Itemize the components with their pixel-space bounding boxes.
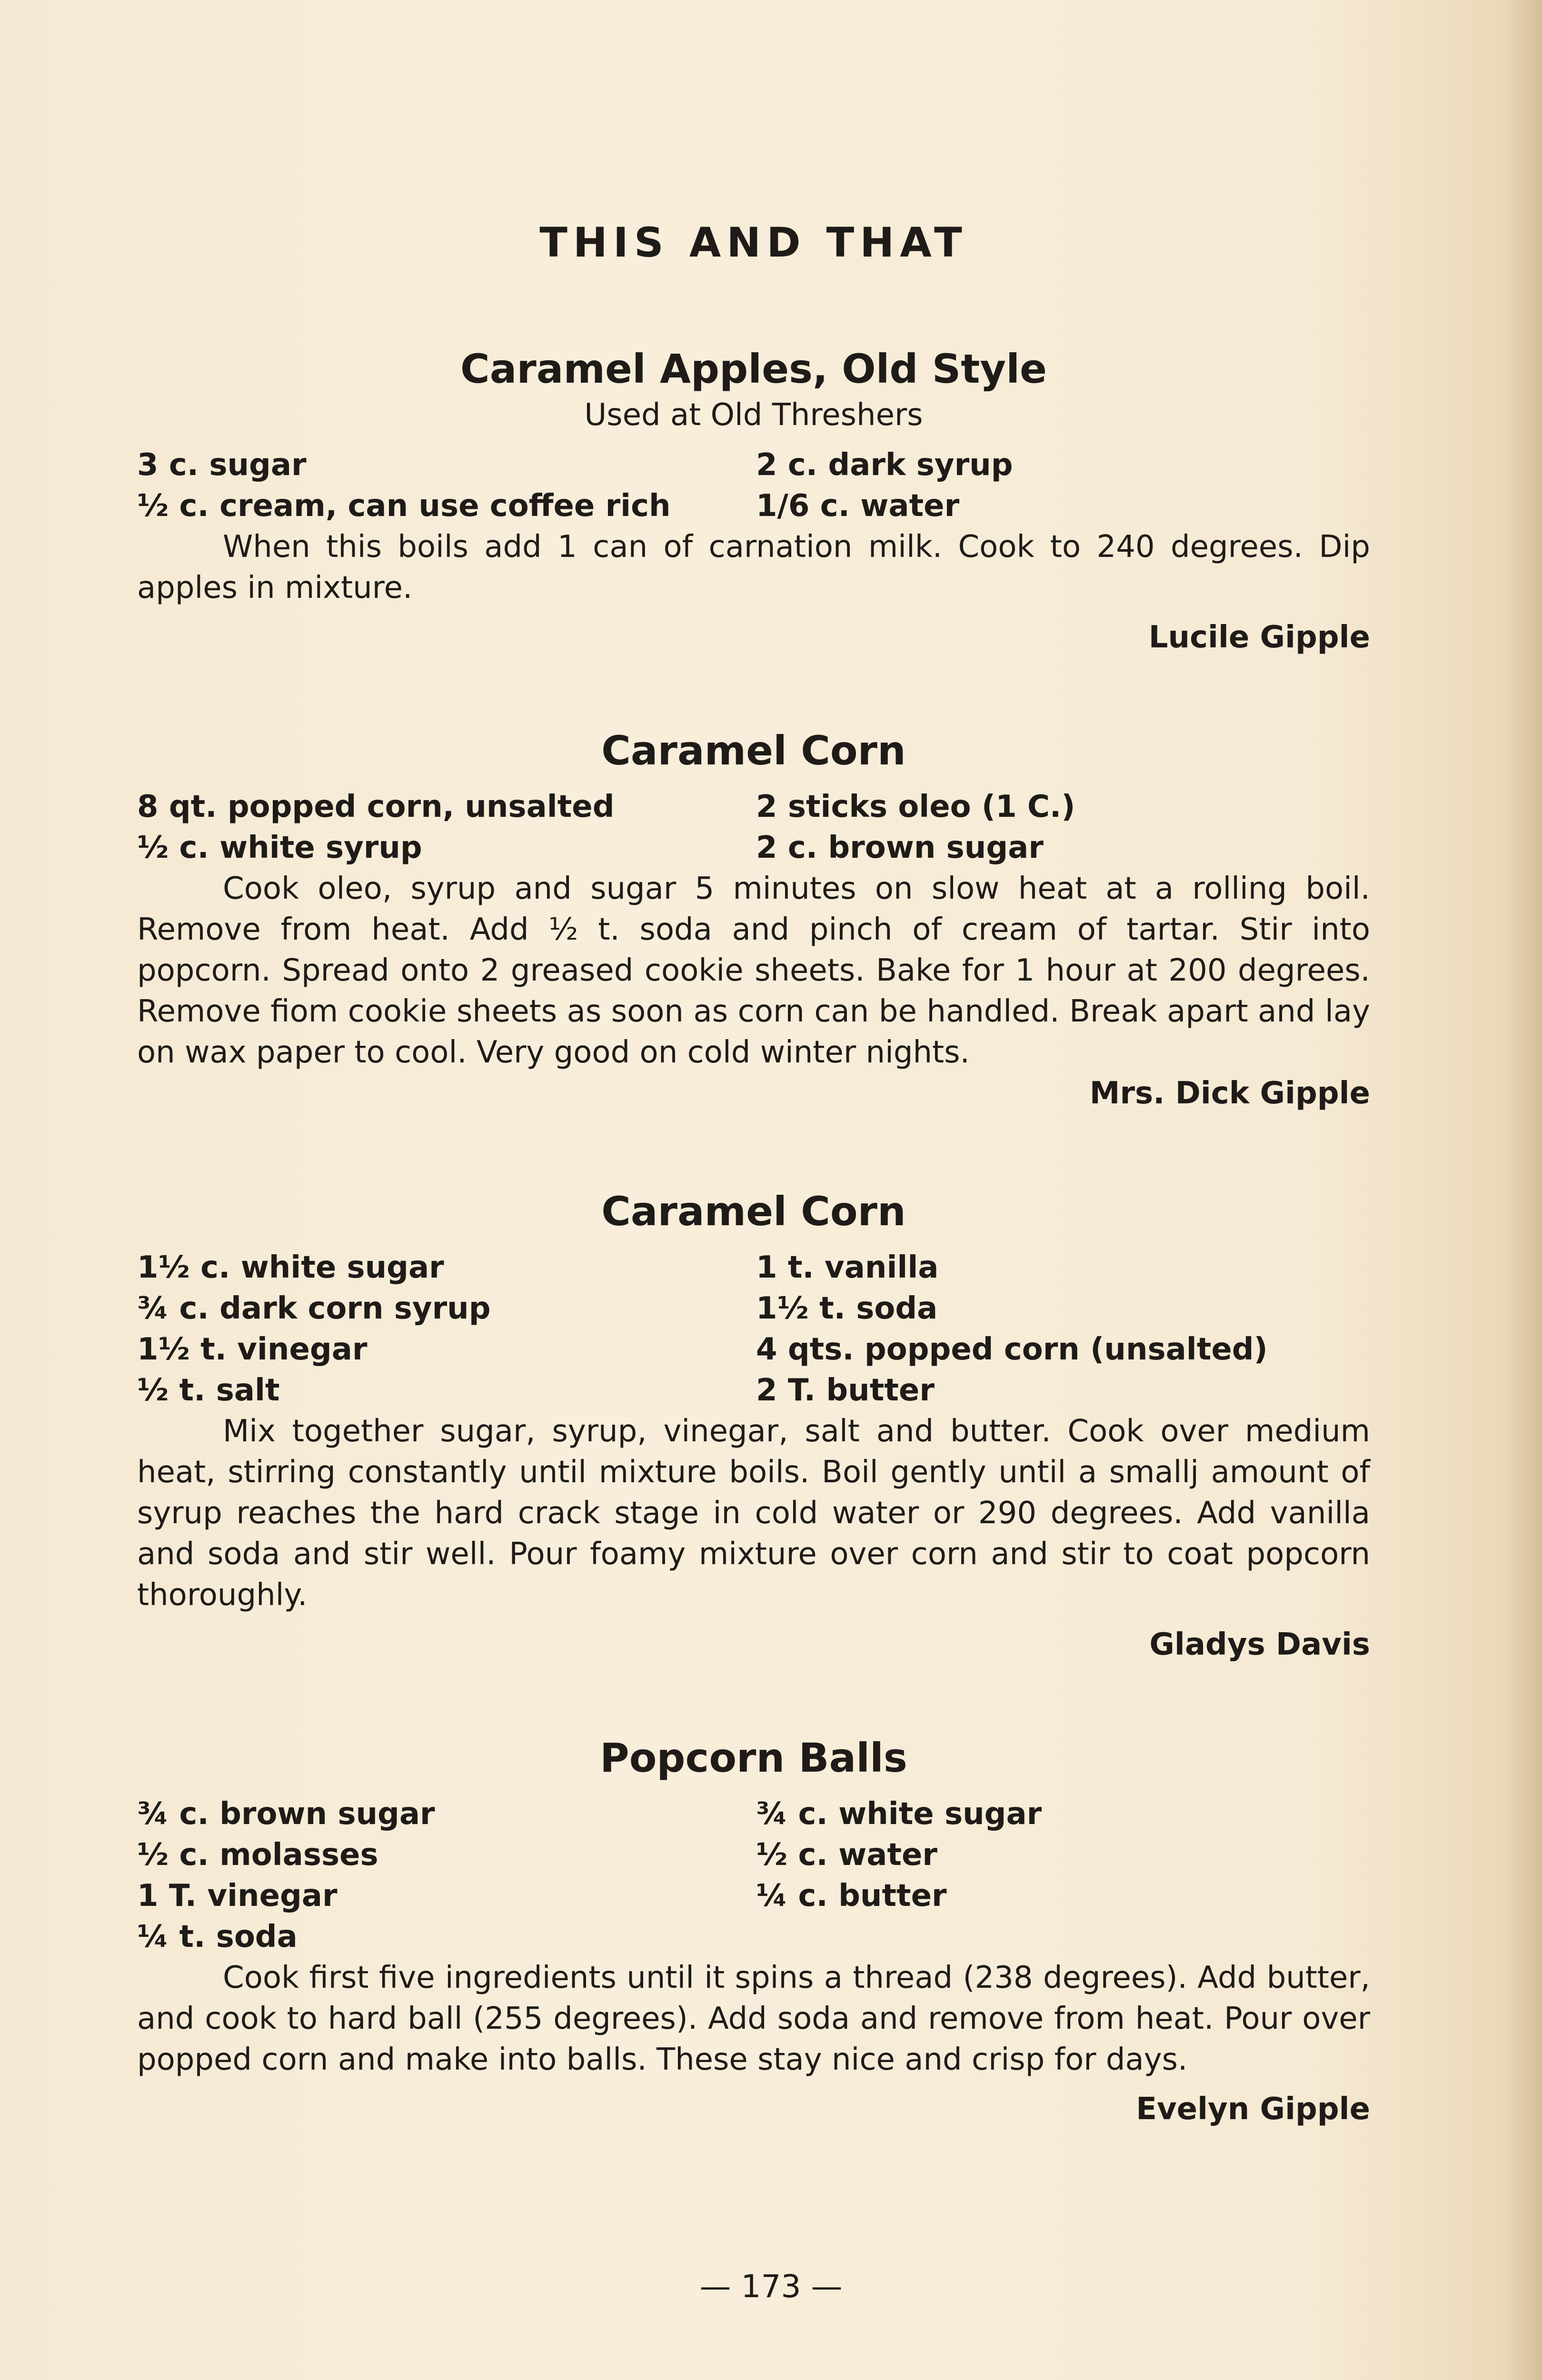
ingredient: 1/6 c. water <box>756 488 960 524</box>
ingredient: 1½ t. soda <box>756 1291 938 1326</box>
ingredient: 2 sticks oleo (1 C.) <box>756 789 1075 824</box>
recipe-title: Caramel Apples, Old Style <box>460 346 1047 392</box>
ingredient: 8 qt. popped corn, unsalted <box>137 789 615 824</box>
recipe-directions: When this boils add 1 can of carnation milk. Cook to 240 degrees. Dip apples in mixture. <box>137 529 1370 605</box>
page-number: — 173 — <box>699 2268 843 2305</box>
page-edge-shadow <box>1504 0 1542 2380</box>
recipe-caramel-corn-1 <box>137 724 1370 1114</box>
ingredient: 4 qts. popped corn (unsalted) <box>756 1332 1268 1367</box>
recipe-title: Caramel Corn <box>601 1188 906 1235</box>
ingredient: 2 T. butter <box>756 1373 935 1408</box>
ingredient: 1 T. vinegar <box>137 1878 338 1914</box>
ingredient: 2 c. brown sugar <box>756 830 1044 865</box>
recipe-author: Mrs. Dick Gipple <box>1089 1076 1370 1111</box>
ingredient: ½ c. white syrup <box>137 830 422 865</box>
recipe-caramel-apples <box>137 343 1370 658</box>
ingredient: ¼ c. butter <box>756 1878 947 1914</box>
ingredient: ¾ c. dark corn syrup <box>137 1291 491 1326</box>
ingredient: 3 c. sugar <box>137 447 307 483</box>
recipe-author: Lucile Gipple <box>1148 620 1370 655</box>
recipe-author: Evelyn Gipple <box>1136 2092 1370 2127</box>
recipe-popcorn-balls <box>137 1732 1370 2130</box>
ingredient: ¾ c. white sugar <box>756 1796 1042 1832</box>
ingredient: ½ c. molasses <box>137 1837 378 1873</box>
recipe-directions: Mix together sugar, syrup, vinegar, salt and butter. Cook over medium heat, stirring constantly until mixture boils. Boil gently until a smallj amount of syrup reaches the hard crack stage in cold water or 290 degrees. Add vanilla and soda and stir well. Pour foamy mixture over corn and stir to coat popcorn thoroughly. <box>137 1414 1370 1613</box>
ingredient-list <box>137 1794 1370 1957</box>
ingredient: 1 t. vanilla <box>756 1250 939 1285</box>
ingredient-list <box>137 786 1370 868</box>
recipe-directions: Cook oleo, syrup and sugar 5 minutes on slow heat at a rolling boil. Remove from heat. Add ½ t. soda and pinch of cream of tartar. Stir into popcorn. Spread onto 2 greased cookie sheets. Bake for 1 hour at 200 degrees. Remove fiom cookie sheets as soon as corn can be handled. Break apart and lay on wax paper to cool. Very good on cold winter nights. <box>137 871 1370 1070</box>
section-title: THIS AND THAT <box>539 219 968 267</box>
ingredient: 1½ c. white sugar <box>137 1250 444 1285</box>
ingredient-list <box>137 445 1370 526</box>
ingredient: 2 c. dark syrup <box>756 447 1013 483</box>
ingredient: ½ t. salt <box>137 1373 280 1408</box>
recipe-title: Popcorn Balls <box>600 1735 907 1781</box>
ingredient: 1½ t. vinegar <box>137 1332 368 1367</box>
ingredient-list <box>137 1247 1370 1411</box>
recipe-subtitle: Used at Old Threshers <box>584 397 923 433</box>
ingredient: ¾ c. brown sugar <box>137 1796 435 1832</box>
recipe-title: Caramel Corn <box>601 727 906 774</box>
ingredient: ¼ t. soda <box>137 1919 298 1954</box>
recipe-caramel-corn-2 <box>137 1185 1370 1665</box>
page-content <box>137 219 1370 2130</box>
ingredient: ½ c. cream, can use coffee rich <box>137 488 671 524</box>
recipe-author: Gladys Davis <box>1149 1627 1370 1662</box>
recipe-directions: Cook first five ingredients until it spins a thread (238 degrees). Add butter, and cook to hard ball (255 degrees). Add soda and remove from heat. Pour over popped corn and make into balls. These stay nice and crisp for days. <box>137 1960 1370 2077</box>
ingredient: ½ c. water <box>756 1837 937 1873</box>
ingredient <box>756 1916 1370 1957</box>
